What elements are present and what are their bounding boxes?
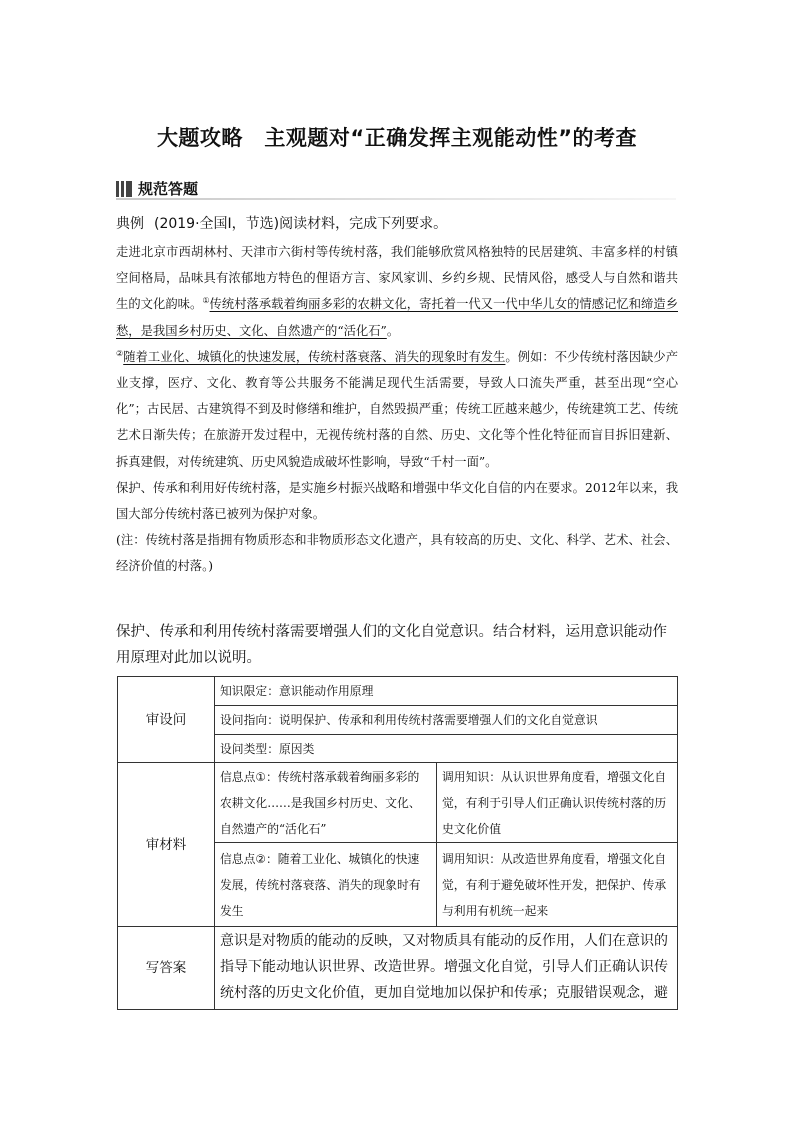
material-p2-underlined: 随着工业化、城镇化的快速发展，传统村落衰落、消失的现象时有发生 (123, 349, 506, 364)
cell-value: 意识能动作用原理 (279, 684, 374, 698)
section-header (116, 178, 676, 200)
cell-value: 从认识世界角度看，增强文化自觉，有利于引导人们正确认识传统村落的历史文化价值 (442, 769, 667, 836)
material-p1-end: 。 (386, 323, 400, 338)
material-note: (注：传统村落是指拥有物质形态和非物质形态文化遗产，具有较高的历史、文化、科学、艺术、社会、经济价值的村落。) (116, 533, 678, 574)
marker-1: ① (202, 296, 210, 306)
info-cell-2 (215, 843, 437, 927)
cell-key: 调用知识： (442, 769, 501, 784)
info-cell-1 (215, 763, 437, 843)
knowledge-cell-1 (437, 763, 678, 843)
cell-key: 信息点②： (220, 851, 278, 866)
material-paragraph-2 (116, 344, 678, 475)
material-p2-text: 。例如：不少传统村落因缺少产业支撑，医疗、文化、教育等公共服务不能满足现代生活需要，导致人口流失严重，甚至出现“空心化”；古民居、古建筑得不到及时修缮和维护，自然毁损严重；传统工匠越来越少，传统建筑工艺、传统艺术日渐失传；在旅游开发过程中，无视传统村落的自然、历史、文化等个性化特征而盲目拆旧建新、拆真建假，对传统建筑、历史风貌造成破坏性影响，导致“千村一面”。 (116, 349, 678, 469)
knowledge-cell-2 (437, 843, 678, 927)
shenshewen-label: 审设问 (118, 677, 215, 763)
cell-value: 原因类 (279, 741, 315, 756)
analysis-table (117, 676, 678, 1010)
section-label: 规范答题 (138, 180, 199, 198)
cell-value: 传统村落承载着绚丽多彩的农耕文化……是我国乡村历史、文化、自然遗产的“活化石” (220, 769, 421, 836)
material-p1-text: 走进北京市西胡林村、天津市六街村等传统村落，我们能够欣赏风格独特的民居建筑、丰富多样的村镇空间格局，品味具有浓郁地方特色的俚语方言、家风家训、乡约乡规、民情风俗，感受人与自然和谐共生的文化韵味。 (116, 245, 678, 312)
cell-value: 从改造世界角度看，增强文化自觉，有利于避免破坏性开发，把保护、传承与利用有机统一起来 (442, 851, 667, 918)
table-cell (215, 706, 678, 735)
answer-cell: 意识是对物质的能动的反映，又对物质具有能动的反作用，人们在意识的指导下能动地认识世界、改造世界。增强文化自觉，引导人们正确认识传统村落的历史文化价值，更加自觉地加以保护和传承；克服错误观念，避 (215, 927, 678, 1010)
xiedaan-label: 写答案 (118, 927, 215, 1010)
material-text (116, 239, 678, 580)
material-paragraph-1 (116, 239, 678, 344)
cell-value: 说明保护、传承和利用传统村落需要增强人们的文化自觉意识 (279, 713, 598, 727)
section-rule (116, 198, 676, 200)
material-paragraph-3: 保护、传承和利用好传统村落，是实施乡村振兴战略和增强中华文化自信的内在要求。2012年以来，我国大部分传统村落已被列为保护对象。 (116, 480, 678, 522)
table-row (118, 763, 678, 843)
example-label: 典例 (116, 216, 144, 232)
table-row (118, 927, 678, 1010)
cell-key: 设问类型： (220, 741, 279, 756)
cell-key: 信息点①： (220, 769, 278, 784)
table-cell (215, 677, 678, 706)
cell-key: 设问指向： (220, 713, 279, 727)
cell-key: 调用知识： (442, 851, 501, 866)
cell-key: 知识限定： (220, 684, 279, 698)
example-intro (116, 213, 447, 233)
section-marker-icon (116, 181, 132, 197)
cell-value: 随着工业化、城镇化的快速发展，传统村落衰落、消失的现象时有发生 (220, 851, 421, 918)
shencailiao-label: 审材料 (118, 763, 215, 927)
example-source: (2019·全国Ⅰ，节选)阅读材料，完成下列要求。 (154, 216, 448, 232)
marker-2: ② (116, 348, 124, 358)
page-title: 大题攻略 主观题对“正确发挥主观能动性”的考查 (156, 126, 638, 150)
material-p1-underlined: 传统村落承载着绚丽多彩的农耕文化，寄托着一代又一代中华儿女的情感记忆和缔造乡愁，是我国乡村历史、文化、自然遗产的“活化石” (116, 297, 678, 338)
table-cell (215, 735, 678, 763)
table-row (118, 677, 678, 706)
question-text: 保护、传承和利用传统村落需要增强人们的文化自觉意识。结合材料，运用意识能动作用原理对此加以说明。 (116, 624, 667, 666)
